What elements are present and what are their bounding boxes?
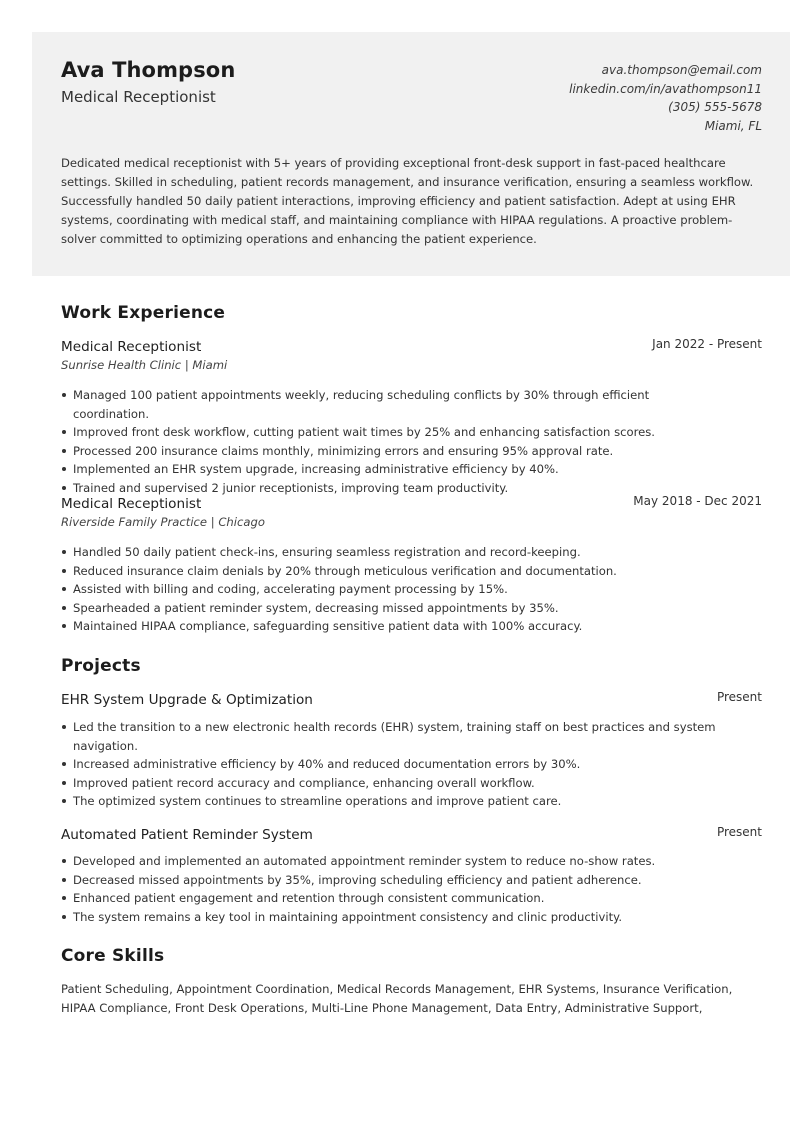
list-item: Maintained HIPAA compliance, safeguarding sensitive patient data with 100% accuracy. <box>61 617 726 636</box>
contact-linkedin[interactable]: linkedin.com/in/avathompson11 <box>569 81 762 96</box>
list-item: The system remains a key tool in maintaining appointment consistency and clinic productivity. <box>61 908 726 927</box>
job-2-title: Medical Receptionist <box>61 496 202 512</box>
core-skills-list: Patient Scheduling, Appointment Coordination, Medical Records Management, EHR Systems, Insurance Verification, HIPAA Compliance, Front Desk Operations, Multi-Line Phone Management, Data Entry, Administrative Support, <box>61 982 733 1015</box>
list-item: Reduced insurance claim denials by 20% through meticulous verification and documentation. <box>61 562 726 581</box>
job-1-dates: Jan 2022 - Present <box>652 337 762 351</box>
list-item: The optimized system continues to streamline operations and improve patient care. <box>61 792 726 811</box>
job-2-org: Riverside Family Practice | Chicago <box>61 515 265 529</box>
contact-info <box>569 61 762 135</box>
job-1-org: Sunrise Health Clinic | Miami <box>61 358 228 372</box>
core-skills-heading: Core Skills <box>61 946 165 966</box>
list-item: Processed 200 insurance claims monthly, minimizing errors and ensuring 95% approval rate. <box>61 442 726 461</box>
job-2-bullets <box>61 543 726 636</box>
project-1-dates: Present <box>716 690 762 704</box>
list-item: Trained and supervised 2 junior receptionists, improving team productivity. <box>61 479 726 498</box>
job-1-bullets <box>61 386 726 498</box>
list-item: Assisted with billing and coding, accelerating payment processing by 15%. <box>61 580 726 599</box>
list-item: Led the transition to a new electronic health records (EHR) system, training staff on best practices and system navigation. <box>61 718 726 755</box>
project-1-title: EHR System Upgrade & Optimization <box>61 692 313 708</box>
header-panel <box>32 32 790 276</box>
list-item: Developed and implemented an automated appointment reminder system to reduce no-show rates. <box>61 852 726 871</box>
list-item: Improved front desk workflow, cutting patient wait times by 25% and enhancing satisfaction scores. <box>61 423 726 442</box>
job-2-dates: May 2018 - Dec 2021 <box>633 494 762 508</box>
list-item: Managed 100 patient appointments weekly, reducing scheduling conflicts by 30% through efficient coordination. <box>61 386 726 423</box>
job-1-title: Medical Receptionist <box>61 339 202 355</box>
projects-heading: Projects <box>61 656 141 676</box>
contact-location: Miami, FL <box>704 118 762 133</box>
project-1-bullets <box>61 718 726 811</box>
list-item: Implemented an EHR system upgrade, increasing administrative efficiency by 40%. <box>61 460 726 479</box>
project-2-dates: Present <box>716 825 762 839</box>
project-2-bullets <box>61 852 726 926</box>
candidate-title: Medical Receptionist <box>61 88 216 106</box>
list-item: Decreased missed appointments by 35%, improving scheduling efficiency and patient adherence. <box>61 871 726 890</box>
list-item: Enhanced patient engagement and retention through consistent communication. <box>61 889 726 908</box>
list-item: Spearheaded a patient reminder system, decreasing missed appointments by 35%. <box>61 599 726 618</box>
work-experience-heading: Work Experience <box>61 303 226 323</box>
contact-phone: (305) 555-5678 <box>668 100 762 114</box>
list-item: Improved patient record accuracy and compliance, enhancing overall workflow. <box>61 774 726 793</box>
list-item: Increased administrative efficiency by 40% and reduced documentation errors by 30%. <box>61 755 726 774</box>
candidate-name: Ava Thompson <box>61 58 236 82</box>
list-item: Handled 50 daily patient check-ins, ensuring seamless registration and record-keeping. <box>61 543 726 562</box>
project-2-title: Automated Patient Reminder System <box>61 827 313 843</box>
professional-summary: Dedicated medical receptionist with 5+ years of providing exceptional front-desk support in fast-paced healthcare settings. Skilled in scheduling, patient records management, and insurance verification, ensuring a seamless workflow. Successfully handled 50 daily patient interactions, improving efficiency and patient satisfaction. Adept at using EHR systems, coordinating with medical staff, and maintaining compliance with HIPAA regulations. A proactive problem-solver committed to optimizing operations and enhancing the patient experience. <box>61 156 754 246</box>
contact-email[interactable]: ava.thompson@email.com <box>601 63 762 77</box>
